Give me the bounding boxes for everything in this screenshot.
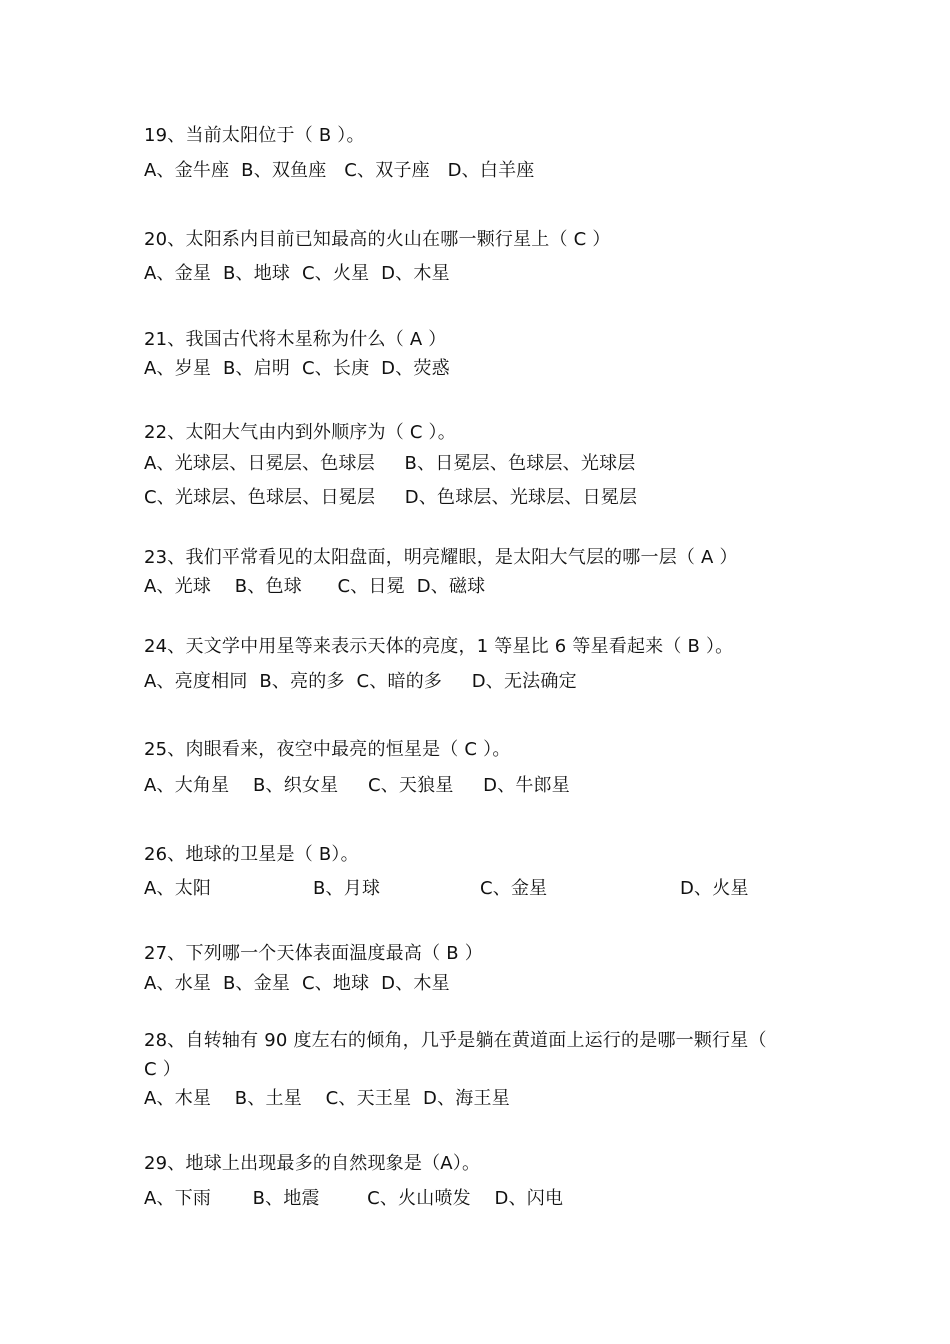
question-20-options: A、金星 B、地球 C、火星 D、木星	[144, 263, 450, 284]
question-21-stem: 21、我国古代将木星称为什么（ A ）	[144, 329, 447, 350]
question-24-stem: 24、天文学中用星等来表示天体的亮度，1 等星比 6 等星看起来（ B ）。	[144, 636, 734, 657]
question-29-options: A、下雨 B、地震 C、火山喷发 D、闪电	[144, 1188, 564, 1209]
question-27-stem: 27、下列哪一个天体表面温度最高（ B ）	[144, 943, 483, 964]
question-22-options-row1: A、光球层、日冕层、色球层 B、日冕层、色球层、光球层	[144, 453, 636, 474]
question-25-options: A、大角星 B、织女星 C、天狼星 D、牛郎星	[144, 775, 570, 796]
question-25-stem: 25、肉眼看来，夜空中最亮的恒星是（ C ）。	[144, 739, 511, 760]
question-29-stem: 29、地球上出现最多的自然现象是（A）。	[144, 1153, 481, 1174]
question-27-options: A、水星 B、金星 C、地球 D、木星	[144, 973, 450, 994]
question-26-option-b: B、月球	[313, 878, 381, 899]
question-26-option-a: A、太阳	[144, 878, 212, 899]
question-23-stem: 23、我们平常看见的太阳盘面，明亮耀眼，是太阳大气层的哪一层（ A ）	[144, 547, 738, 568]
question-22-stem: 22、太阳大气由内到外顺序为（ C ）。	[144, 422, 456, 443]
question-19-options: A、金牛座 B、双鱼座 C、双子座 D、白羊座	[144, 160, 535, 181]
question-26-stem: 26、地球的卫星是（ B）。	[144, 844, 359, 865]
question-28-stem-continuation: C ）	[144, 1059, 181, 1080]
question-20-stem: 20、太阳系内目前已知最高的火山在哪一颗行星上（ C ）	[144, 229, 611, 250]
question-26-option-c: C、金星	[480, 878, 548, 899]
question-21-options: A、岁星 B、启明 C、长庚 D、荧惑	[144, 358, 450, 379]
question-26-option-d: D、火星	[680, 878, 749, 899]
question-28-stem: 28、自转轴有 90 度左右的倾角，几乎是躺在黄道面上运行的是哪一颗行星（	[144, 1030, 767, 1051]
question-22-options-row2: C、光球层、色球层、日冕层 D、色球层、光球层、日冕层	[144, 487, 638, 508]
question-23-options: A、光球 B、色球 C、日冕 D、磁球	[144, 576, 486, 597]
question-19-stem: 19、当前太阳位于（ B ）。	[144, 125, 365, 146]
question-28-options: A、木星 B、土星 C、天王星 D、海王星	[144, 1088, 510, 1109]
question-24-options: A、亮度相同 B、亮的多 C、暗的多 D、无法确定	[144, 671, 577, 692]
